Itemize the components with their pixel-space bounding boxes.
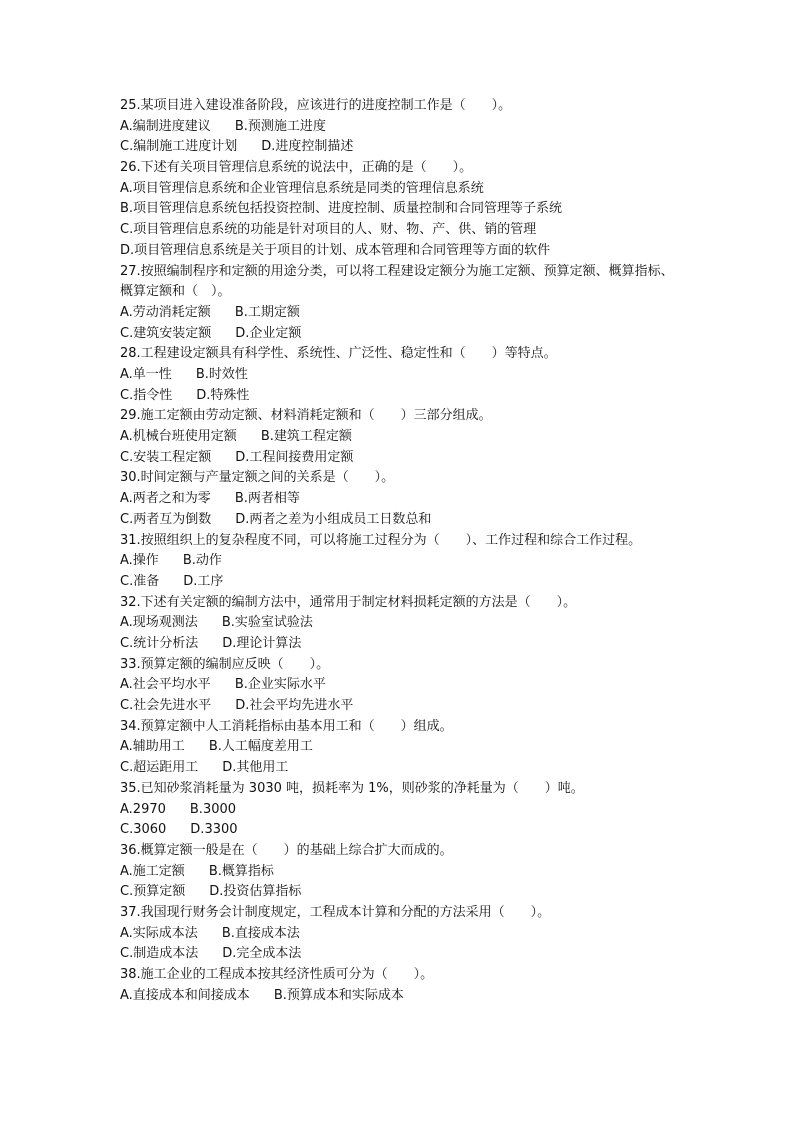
answer-option: C.社会先进水平 [120, 698, 212, 714]
answer-option: B.3000 [189, 801, 237, 817]
question-stem: 25.某项目进入建设准备阶段，应该进行的进度控制工作是（ ）。 [120, 98, 512, 113]
answer-option: D.3300 [190, 822, 238, 838]
option-row [120, 696, 680, 717]
question-stem: 31.按照组织上的复杂程度不同，可以将施工过程分为（ ）、工作过程和综合工作过程。 [120, 532, 642, 548]
answer-option: D.项目管理信息系统是关于项目的计划、成本管理和合同管理等方面的软件 [120, 242, 551, 258]
answer-option: C.统计分析法 [120, 636, 199, 652]
question-stem: 34.预算定额中人工消耗指标由基本用工和（ ）组成。 [120, 718, 453, 734]
question-item [120, 717, 680, 779]
question-item [120, 655, 680, 717]
option-row [120, 634, 680, 655]
answer-option: A.社会平均水平 [120, 677, 211, 693]
answer-option: D.工序 [183, 573, 224, 589]
answer-option: C.3060 [120, 822, 167, 838]
option-row [120, 551, 680, 572]
question-stem: 29.施工定额由劳动定额、材料消耗定额和（ ）三部分组成。 [120, 408, 492, 424]
question-item [120, 593, 680, 655]
answer-option: B.建筑工程定额 [260, 429, 352, 445]
option-row [120, 365, 680, 386]
question-stem: 28.工程建设定额具有科学性、系统性、广泛性、稳定性和（ ）等特点。 [120, 346, 557, 362]
option-row [120, 199, 680, 220]
option-row [120, 220, 680, 241]
answer-option: B.工期定额 [234, 304, 300, 320]
answer-option: C.制造成本法 [120, 946, 199, 962]
answer-option: D.特殊性 [196, 387, 250, 403]
option-row [120, 241, 680, 262]
answer-option: A.2970 [120, 801, 166, 817]
answer-option: D.理论计算法 [222, 636, 302, 652]
option-row [120, 303, 680, 324]
answer-option: C.指令性 [120, 387, 173, 403]
question-item [120, 531, 680, 593]
option-row [120, 862, 680, 883]
option-row [120, 820, 680, 841]
option-row [120, 324, 680, 345]
option-row [120, 986, 680, 1007]
question-item [120, 779, 680, 841]
answer-option: B.预测施工进度 [234, 118, 326, 134]
answer-option: B.企业实际水平 [234, 677, 326, 693]
answer-option: A.机械台班使用定额 [120, 429, 237, 445]
option-row [120, 613, 680, 634]
question-stem: 37.我国现行财务会计制度规定，工程成本计算和分配的方法采用（ ）。 [120, 905, 551, 921]
answer-option: D.社会平均先进水平 [235, 698, 354, 714]
answer-option: C.建筑安装定额 [120, 325, 212, 341]
answer-option: D.企业定额 [235, 325, 302, 341]
option-row [120, 737, 680, 758]
question-item [120, 96, 680, 158]
answer-option: A.辅助用工 [120, 739, 185, 755]
answer-option: B.预算成本和实际成本 [273, 987, 404, 1003]
answer-option: D.其他用工 [222, 760, 289, 776]
answer-option: D.工程间接费用定额 [235, 449, 354, 465]
question-stem: 32.下述有关定额的编制方法中，通常用于制定材料损耗定额的方法是（ ）。 [120, 594, 577, 610]
question-item [120, 406, 680, 468]
answer-option: A.施工定额 [120, 863, 185, 879]
question-stem: 33.预算定额的编制应反映（ ）。 [120, 656, 330, 672]
answer-option: B.概算指标 [208, 863, 274, 879]
answer-option: B.项目管理信息系统包括投资控制、进度控制、质量控制和合同管理等子系统 [120, 201, 563, 217]
option-row [120, 137, 680, 158]
answer-option: C.编制施工进度计划 [120, 139, 238, 155]
answer-option: A.单一性 [120, 367, 172, 383]
option-row [120, 800, 680, 821]
option-row [120, 179, 680, 200]
option-row [120, 924, 680, 945]
question-item [120, 965, 680, 1006]
question-item [120, 158, 680, 261]
answer-option: C.超运距用工 [120, 760, 199, 776]
question-item [120, 344, 680, 406]
option-row [120, 386, 680, 407]
option-row [120, 510, 680, 531]
answer-option: C.两者互为倒数 [120, 511, 212, 527]
option-row [120, 675, 680, 696]
answer-option: B.实验室试验法 [221, 615, 313, 631]
answer-option: B.直接成本法 [221, 925, 300, 941]
answer-option: D.进度控制描述 [261, 139, 354, 155]
answer-option: B.人工幅度差用工 [208, 739, 313, 755]
question-stem: 35.已知砂浆消耗量为 3030 吨，损耗率为 1%，则砂浆的净耗量为（ ）吨。 [120, 780, 584, 796]
answer-option: A.现场观测法 [120, 615, 198, 631]
option-row [120, 944, 680, 965]
answer-option: A.两者之和为零 [120, 491, 211, 507]
answer-option: C.预算定额 [120, 884, 186, 900]
answer-option: B.两者相等 [234, 491, 300, 507]
option-row [120, 448, 680, 469]
answer-option: D.投资估算指标 [209, 884, 302, 900]
option-row [120, 489, 680, 510]
answer-option: A.操作 [120, 553, 159, 569]
option-row [120, 758, 680, 779]
option-row [120, 572, 680, 593]
answer-option: C.安装工程定额 [120, 449, 212, 465]
answer-option: D.完全成本法 [222, 946, 302, 962]
question-list [120, 96, 680, 1006]
answer-option: C.准备 [120, 573, 160, 589]
question-stem: 27.按照编制程序和定额的用途分类，可以将工程建设定额分为施工定额、预算定额、概算指标、概算定额和（ ）。 [120, 263, 674, 300]
question-item [120, 903, 680, 965]
question-stem: 30.时间定额与产量定额之间的关系是（ ）。 [120, 470, 395, 486]
question-item [120, 262, 680, 345]
option-row [120, 882, 680, 903]
answer-option: A.劳动消耗定额 [120, 304, 211, 320]
question-item [120, 468, 680, 530]
option-row [120, 427, 680, 448]
answer-option: D.两者之差为小组成员工日数总和 [235, 511, 432, 527]
answer-option: A.实际成本法 [120, 925, 198, 941]
answer-option: A.编制进度建议 [120, 118, 211, 134]
question-stem: 26.下述有关项目管理信息系统的说法中，正确的是（ ）。 [120, 160, 473, 176]
question-stem: 36.概算定额一般是在（ ）的基础上综合扩大而成的。 [120, 842, 453, 858]
answer-option: A.项目管理信息系统和企业管理信息系统是同类的管理信息系统 [120, 180, 484, 196]
option-row [120, 117, 680, 138]
answer-option: B.动作 [182, 553, 222, 569]
answer-option: C.项目管理信息系统的功能是针对项目的人、财、物、产、供、销的管理 [120, 222, 537, 238]
answer-option: A.直接成本和间接成本 [120, 987, 250, 1003]
question-item [120, 841, 680, 903]
answer-option: B.时效性 [195, 367, 248, 383]
question-stem: 38.施工企业的工程成本按其经济性质可分为（ ）。 [120, 967, 434, 983]
